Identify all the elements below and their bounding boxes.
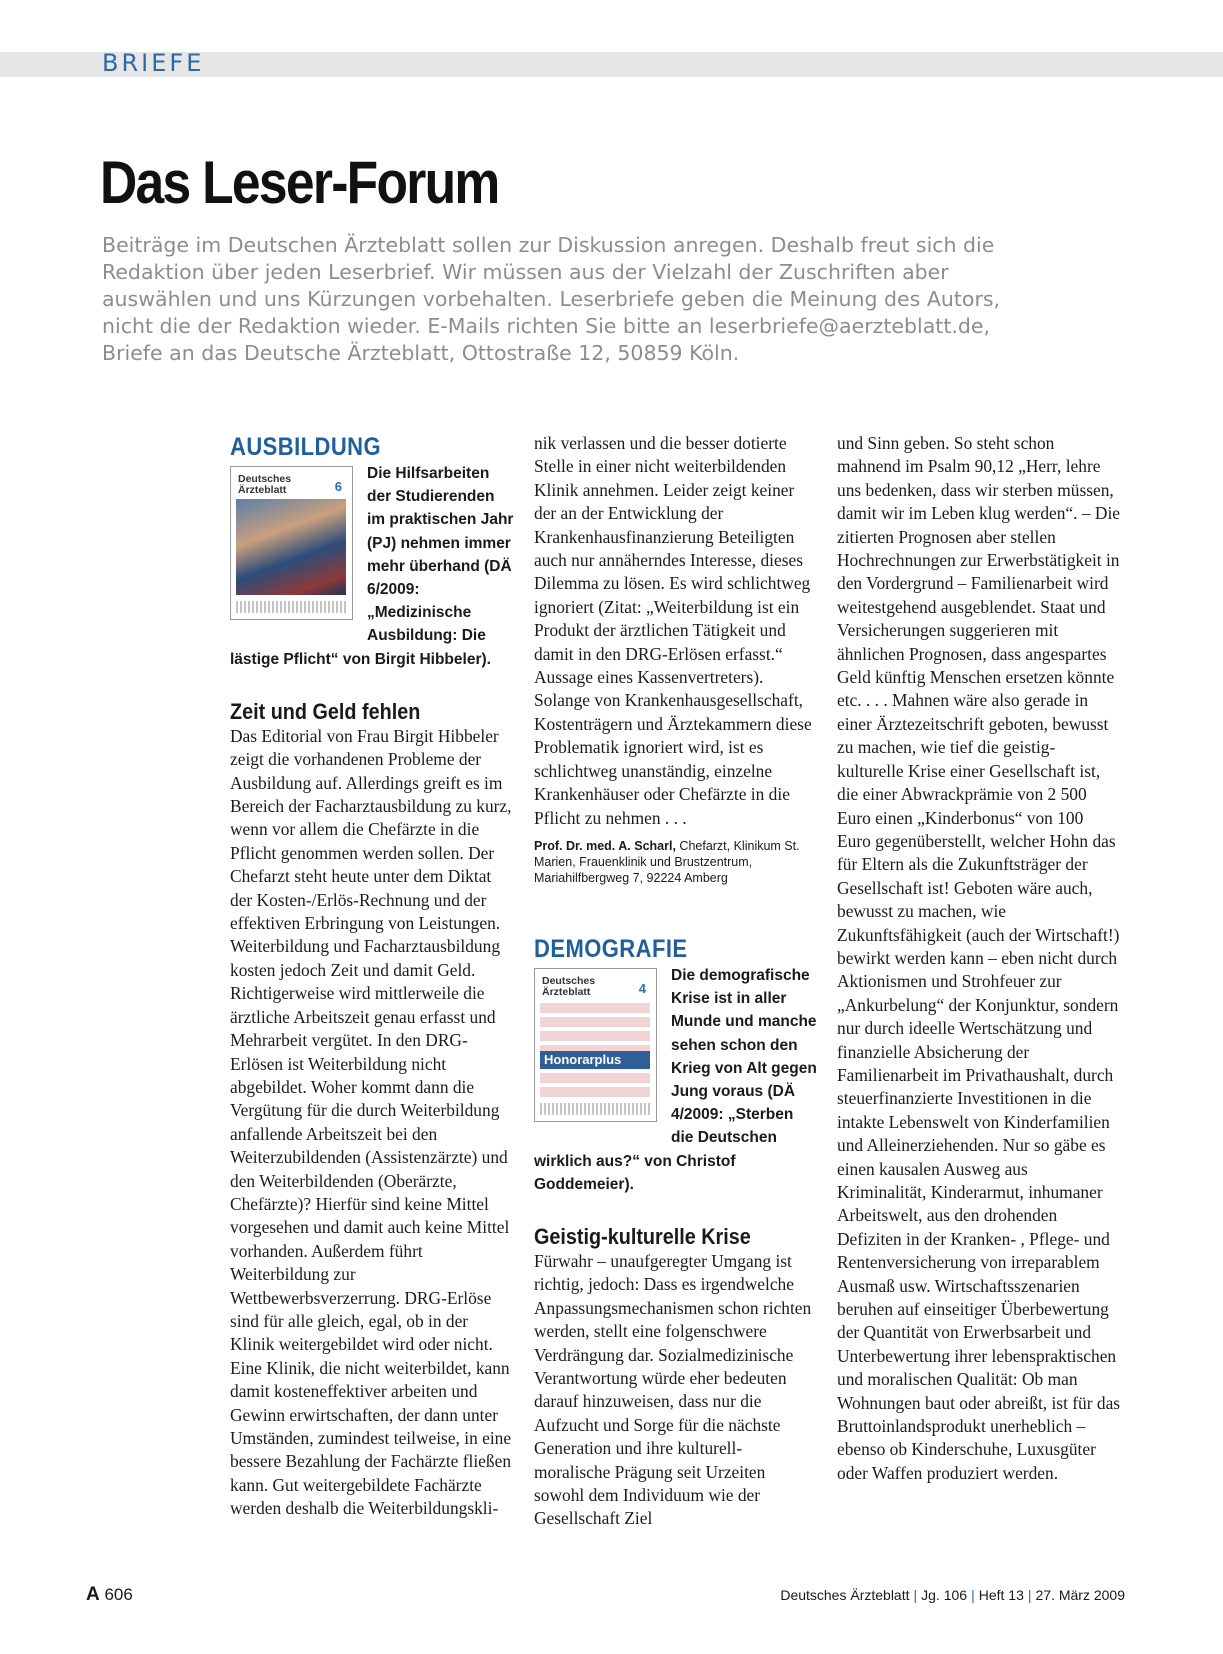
column-1 <box>230 432 514 1521</box>
topic-heading-ausbildung: AUSBILDUNG <box>230 433 382 461</box>
separator: | <box>1027 1587 1032 1603</box>
cover-title: Deutsches Ärzteblatt <box>542 974 596 998</box>
journal-name: Deutsches Ärzteblatt <box>780 1587 910 1603</box>
cover-issue-number: 6 <box>334 479 342 494</box>
magazine-cover-image <box>534 968 657 1122</box>
separator: | <box>971 1587 975 1603</box>
journal-issue: Heft 13 <box>978 1587 1024 1603</box>
column-3 <box>837 432 1121 1485</box>
cover-photo <box>236 499 346 595</box>
journal-footer <box>780 1587 1125 1603</box>
topic-heading-demografie: DEMOGRAFIE <box>534 934 688 963</box>
page-number <box>86 1584 133 1606</box>
magazine-cover-image <box>230 466 353 620</box>
page-number-value: 606 <box>104 1585 133 1604</box>
cover-footer-text <box>540 1103 650 1115</box>
letter-body: Das Editorial von Frau Birgit Hibbeler zeigt die vorhandenen Probleme der Ausbildung auf. Allerdings greift es im Bereich der Facharztausbildung zu kurz, wenn vor allem die Chefärzte in die Pflicht genommen werden sollen. Der Chefarzt steht heute unter dem Diktat der Kosten-/Erlös-Rechnung und der effektiven Erbringung von Leistungen. Weiterbildung und Facharztausbildung kosten jedoch Zeit und damit Geld. Richtigerweise wird mittlerweile die ärztliche Arbeitszeit genau erfasst und Mehrarbeit vergütet. In den DRG-Erlösen ist Weiterbildung nicht abgebildet. Woher kommt dann die Vergütung für die durch Weiterbildung anfallende Arbeitszeit bei den Weiterzubildenden (Assistenzärzte) und den Weiterbildenden (Oberärzte, Chefärzte)? Hierfür sind keine Mittel vorgesehen und damit auch keine Mittel vorhanden. Außerdem führt Weiterbildung zur Wettbewerbsverzerrung. DRG-Erlöse sind für alle gleich, egal, ob in der Klinik weitergebildet wird oder nicht. Eine Klinik, die nicht weiterbildet, kann damit kosteneffektiver arbeiten und Gewinn erwirtschaften, der dann unter Umständen, zumindest teilweise, in eine bessere Bezahlung der Fachärzte fließen kann. Gut weitergebildete Fachärzte werden deshalb die Weiterbildungskli- <box>230 725 512 1519</box>
lede-text: Die Hilfsarbeiten der Studierenden im praktischen Jahr (PJ) nehmen immer mehr überhand (DÄ 6/2009: „Medizinische Ausbildung: Die lästige Pflicht“ von Birgit Hibbeler). <box>230 465 514 668</box>
intro-text: Beiträge im Deutschen Ärzteblatt sollen zur Diskussion anregen. Deshalb freut sich die Redaktion über jeden Leserbrief. Wir müssen aus der Vielzahl der Zuschriften aber auswählen und uns Kürzungen vorbehalten. Leserbriefe geben die Meinung des Autors, nicht die der Redaktion wieder. E-Mails richten Sie bitte an leserbriefe@aerzteblatt.de, Briefe an das Deutsche Ärzteblatt, Ottostraße 12, 50859 Köln. <box>102 233 1001 365</box>
journal-date: 27. März 2009 <box>1035 1587 1125 1603</box>
signature-affiliation: Chefarzt, Klinikum St. Marien, Frauenklinik und Brustzentrum, Mariahilfbergweg 7, 92224 Amberg <box>534 838 800 885</box>
cover-headline: Honorarplus <box>540 1051 650 1069</box>
cover-issue-number: 4 <box>638 980 646 996</box>
lede-text: Die demografische Krise ist in aller Munde und manche sehen schon den Krieg von Alt gegen Jung voraus (DÄ 4/2009: „Sterben die Deutschen wirklich aus?“ von Christof Goddemeier). <box>534 966 817 1193</box>
letter-body: Fürwahr – unaufgeregter Umgang ist richtig, jedoch: Dass es irgendwelche Anpassungsmechanismen schon richten werden, stellt eine folgenschwere Verdrängung dar. Sozialmedizinische Verantwortung würde eher bedeuten darauf hinzuweisen, dass nur die Aufzucht und Sorge für die nächste Generation und ihre kulturell-moralische Prägung seit Urzeiten sowohl dem Individuum wie der Gesellschaft Ziel <box>534 1250 812 1529</box>
letter-subheading: Zeit und Geld fehlen <box>230 698 421 724</box>
letter-body-continued: und Sinn geben. So steht schon mahnend im Psalm 90,12 „Herr, lehre uns bedenken, dass wir sterben müssen, damit wir im Leben klug werden“. – Die zitierten Prognosen aber stellen Hochrechnungen zur Erwerbstätigkeit in den Vordergrund – Familienarbeit wird weitestgehend ausgeblendet. Staat und Versicherungen suggerieren mit ähnlichen Prognosen, dass angespartes Geld künftig Menschen ersetzen könnte etc. . . . Mahnen wäre also gerade in einer Ärztezeitschrift geboten, bewusst zu machen, wie tief die geistig-kulturelle Krise einer Gesellschaft ist, die einer Abwrackprämie von 2 500 Euro einen „Kinderbonus“ von 100 Euro gegenüberstellt, welcher Hohn das für Eltern als die Zukunftsträger der Gesellschaft ist! Geboten wäre auch, bewusst zu machen, wie Zukunftsfähigkeit (auch der Wirtschaft!) bewirkt werden kann – eben nicht durch Aktionismen und Strohfeuer zur „Ankurbelung“ der Konjunktur, sondern nur durch ideelle Wertschätzung und finanzielle Absicherung der Familienarbeit im Privathaushalt, durch steuerfinanzierte Investitionen in die intakte Lebenswelt von Kinderfamilien und Alleinerziehenden. Nur so gäbe es einen kausalen Ausweg aus Kriminalität, Kinderarmut, inhumaner Arbeitswelt, aus den drohenden Defiziten in der Kranken- , Pflege- und Rentenversicherung von irreparablem Ausmaß usw. Wirtschaftsszenarien beruhen auf einseitiger Überbewertung der Quantität von Erwerbsarbeit und Unterbewertung ihrer lebenspraktischen und moralischen Qualität: Ob man Wohnungen baut oder abreißt, ist für das Bruttoinlandsprodukt unerheblich – ebenso ob Kinderschuhe, Luxusgüter oder Waffen produziert werden. <box>837 433 1121 1483</box>
signature-name: Prof. Dr. med. A. Scharl, <box>534 838 676 853</box>
cover-footer-text <box>236 601 346 613</box>
cover-photo <box>540 1001 650 1097</box>
journal-volume: Jg. 106 <box>921 1587 968 1603</box>
letter-intro-demografie <box>534 964 818 1196</box>
letter-intro-ausbildung <box>230 462 514 671</box>
page-title: Das Leser-Forum <box>100 149 499 216</box>
column-2 <box>534 432 818 1531</box>
separator: | <box>913 1587 918 1603</box>
letter-body-continued: nik verlassen und die besser dotierte Stelle in einer nicht weiterbildenden Klinik annehmen. Leider zeigt keiner der an der Entwicklung der Krankenhausfinanzierung Beteiligten auch nur annäherndes Interesse, dieses Dilemma zu lösen. Es wird schlichtweg ignoriert (Zitat: „Weiterbildung ist ein Produkt der ärztlichen Tätigkeit und damit in den DRG-Erlösen erfasst.“ Aussage eines Kassenvertreters). Solange von Krankenhausgesellschaft, Kostenträgern und Ärztekammern diese Problematik ignoriert wird, ist es schlichtweg unanständig, einzelne Krankenhäuser oder Chefärzte in die Pflicht zu nehmen . . . <box>534 433 812 828</box>
section-label: BRIEFE <box>102 49 205 77</box>
letter-subheading: Geistig-kulturelle Krise <box>534 1223 751 1249</box>
cover-title: Deutsches Ärzteblatt <box>238 473 292 496</box>
letter-signature <box>534 838 818 886</box>
page-prefix: A <box>86 1584 100 1605</box>
